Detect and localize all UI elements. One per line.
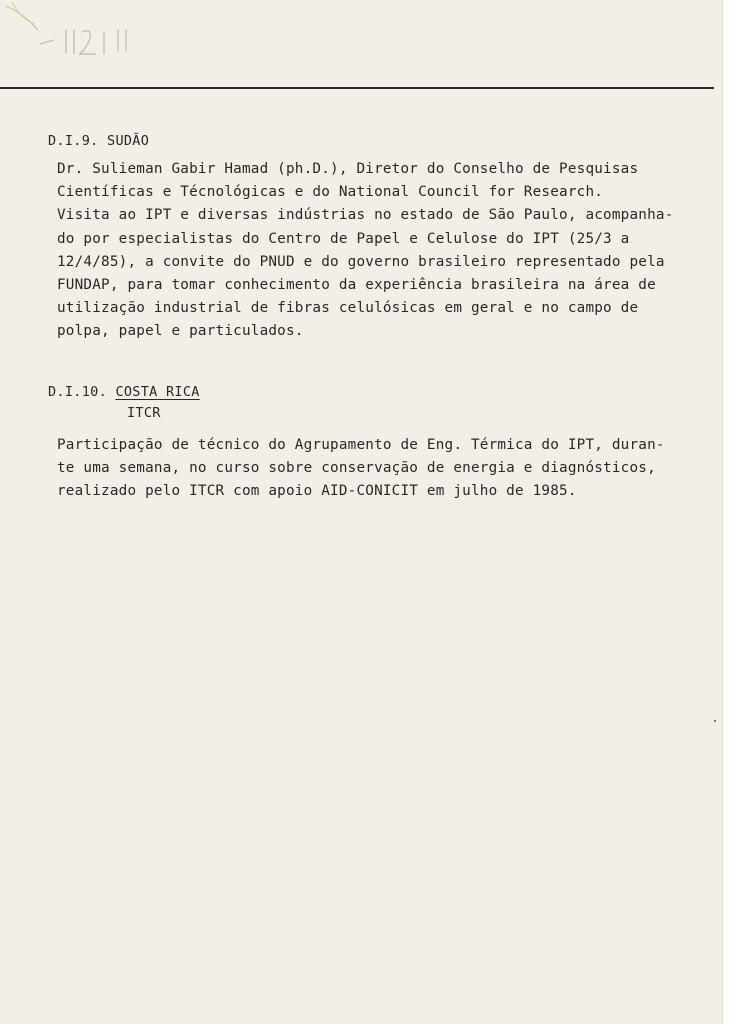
paper-speck — [714, 720, 716, 722]
paragraph-line: Científicas e Técnológicas e do National Council for Research. — [57, 184, 604, 200]
top-rule — [0, 87, 714, 89]
paragraph-line: Dr. Sulieman Gabir Hamad (ph.D.), Diretor do Conselho de Pesquisas — [57, 161, 639, 177]
section-title: SUDÃO — [107, 133, 150, 149]
section-subtitle: ITCR — [127, 405, 161, 421]
paragraph-line: do por especialistas do Centro de Papel e Celulose do IPT (25/3 a — [57, 231, 630, 247]
handwritten-corner-mark — [4, 0, 154, 62]
paragraph-line: FUNDAP, para tomar conhecimento da experiência brasileira na área de — [57, 277, 656, 293]
paragraph-line: te uma semana, no curso sobre conservação de energia e diagnósticos, — [57, 460, 656, 476]
paragraph-line: utilização industrial de fibras celulósicas em geral e no campo de — [57, 300, 639, 316]
paragraph-line: realizado pelo ITCR com apoio AID-CONICIT em julho de 1985. — [57, 483, 577, 499]
section-number: D.I.10. — [48, 384, 107, 400]
section-heading-d19 — [48, 133, 149, 149]
paragraph-line: polpa, papel e particulados. — [57, 323, 304, 339]
section-title: COSTA RICA — [115, 384, 200, 400]
paragraph-line: Participação de técnico do Agrupamento de Eng. Térmica do IPT, duran- — [57, 437, 665, 453]
section-heading-d110 — [48, 384, 200, 400]
paragraph-line: 12/4/85), a convite do PNUD e do governo brasileiro representado pela — [57, 254, 665, 270]
section-number: D.I.9. — [48, 133, 99, 149]
paragraph-line: Visita ao IPT e diversas indústrias no estado de São Paulo, acompanha- — [57, 207, 674, 223]
